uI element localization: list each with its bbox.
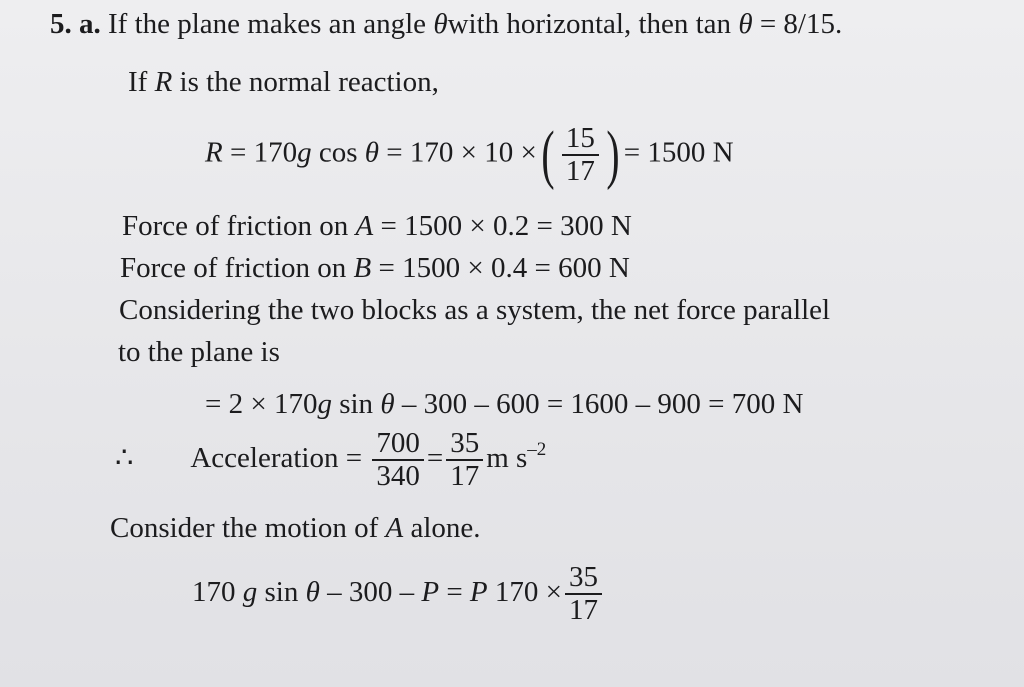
therefore-symbol: ∴ bbox=[115, 441, 134, 474]
text: – 300 – bbox=[319, 575, 422, 608]
text: = 170 bbox=[222, 136, 298, 169]
variable-b: B bbox=[353, 252, 372, 284]
text: is the normal reaction, bbox=[172, 66, 439, 98]
theta-symbol: θ bbox=[364, 136, 379, 169]
equation-normal-reaction bbox=[205, 118, 734, 191]
numerator: 35 bbox=[565, 562, 602, 595]
fraction-35-17 bbox=[565, 562, 602, 627]
denominator: 340 bbox=[376, 460, 420, 493]
text: – 300 – 600 = 1600 – 900 = 700 N bbox=[394, 388, 804, 420]
theta-symbol: θ bbox=[738, 8, 753, 40]
text: = bbox=[439, 575, 470, 608]
system-line-2: to the plane is bbox=[118, 336, 280, 368]
text: sin bbox=[331, 388, 381, 420]
numerator: 35 bbox=[446, 428, 483, 461]
text: alone. bbox=[403, 512, 481, 544]
text: 170 bbox=[192, 575, 243, 608]
motion-of-a bbox=[110, 514, 481, 543]
problem-number: 5. bbox=[50, 8, 72, 40]
left-paren: ( bbox=[541, 118, 555, 191]
equals: = bbox=[426, 441, 444, 474]
problem-part: a. bbox=[79, 8, 101, 40]
variable-p: P bbox=[421, 575, 440, 608]
text: = 2 × 170 bbox=[205, 388, 318, 420]
variable-g: g bbox=[317, 388, 332, 420]
numerator: 15 bbox=[562, 123, 599, 156]
denominator: 17 bbox=[565, 155, 595, 187]
variable-a: A bbox=[355, 210, 374, 242]
text: = 170 × 10 × bbox=[379, 136, 537, 169]
fraction-700-340 bbox=[372, 428, 424, 493]
variable-r: R bbox=[154, 66, 173, 98]
variable-g: g bbox=[242, 575, 258, 608]
denominator: 17 bbox=[569, 594, 598, 627]
text: Consider the motion of bbox=[110, 512, 386, 544]
unit-ms: m s bbox=[486, 441, 528, 474]
text: cos bbox=[311, 136, 365, 169]
friction-on-b bbox=[120, 254, 630, 283]
theta-symbol: θ bbox=[305, 575, 320, 608]
equation-acceleration bbox=[115, 428, 546, 493]
text: Force of friction on bbox=[120, 252, 354, 284]
text: = 8/15. bbox=[752, 8, 843, 40]
theta-symbol: θ bbox=[433, 8, 448, 40]
text: 170 × bbox=[487, 575, 562, 608]
variable-a: A bbox=[385, 512, 404, 544]
variable-r: R bbox=[205, 136, 223, 169]
friction-on-a bbox=[122, 212, 632, 241]
unit-exponent: –2 bbox=[527, 438, 547, 460]
text: = 1500 × 0.4 = 600 N bbox=[371, 252, 630, 284]
equation-final bbox=[192, 562, 605, 627]
text: If the plane makes an angle bbox=[108, 8, 434, 40]
variable-p: P bbox=[469, 575, 488, 608]
equation-net-force bbox=[205, 390, 803, 419]
right-paren: ) bbox=[606, 118, 620, 191]
text: with horizontal, then tan bbox=[447, 8, 739, 40]
system-line-1: Considering the two blocks as a system, the net force parallel bbox=[119, 294, 831, 326]
text: = 1500 N bbox=[623, 136, 734, 169]
text: sin bbox=[257, 575, 306, 608]
text: = 1500 × 0.2 = 300 N bbox=[373, 210, 632, 242]
problem-line-2 bbox=[128, 68, 439, 97]
numerator: 700 bbox=[372, 428, 424, 461]
denominator: 17 bbox=[450, 460, 480, 493]
fraction-35-17 bbox=[446, 428, 483, 493]
acceleration-label: Acceleration = bbox=[190, 441, 363, 474]
fraction-15-17 bbox=[562, 123, 599, 188]
theta-symbol: θ bbox=[380, 388, 395, 420]
problem-line-1 bbox=[50, 10, 842, 39]
text: Force of friction on bbox=[122, 210, 356, 242]
variable-g: g bbox=[297, 136, 312, 169]
text: If bbox=[128, 66, 155, 98]
